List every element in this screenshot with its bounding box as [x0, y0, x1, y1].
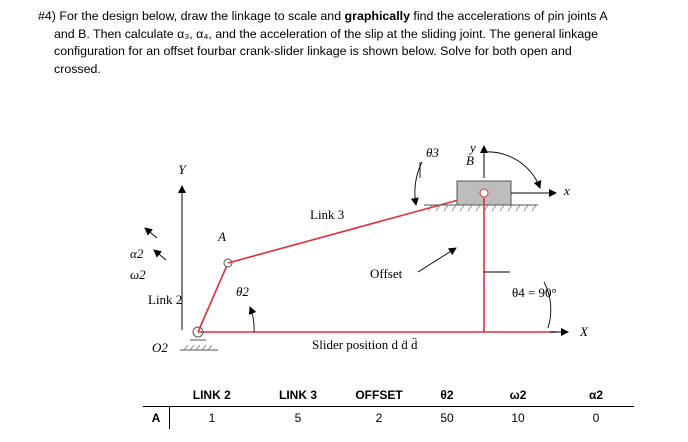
theta2-arc: [250, 307, 254, 332]
pin-a-label: A: [218, 229, 226, 244]
table-header-theta2: θ2: [440, 388, 454, 402]
offset-label: Offset: [370, 266, 403, 281]
table-header-link3: LINK 3: [278, 388, 317, 402]
link-2-label: Link 2: [148, 292, 183, 307]
o2-label: O2: [152, 340, 168, 355]
problem-line-4: crossed.: [54, 61, 101, 76]
local-y-label: y: [470, 140, 476, 155]
link-3: [228, 193, 484, 263]
problem-line-2: and B. Then calculate α₃, α₄, and the acceleration of the slip at the sliding joint. The general linkage: [54, 26, 599, 41]
pin-b: [480, 189, 488, 197]
omega2-arrow: [154, 250, 166, 260]
link-3-label: Link 3: [310, 207, 345, 222]
table-header-offset: OFFSET: [355, 388, 403, 402]
alpha2-label: α2: [130, 246, 144, 261]
table-header-alpha2: α2: [588, 388, 604, 402]
problem-text-bold: graphically: [344, 9, 410, 23]
alpha2-arrow: [145, 228, 157, 238]
link-2: [198, 263, 228, 332]
table-header-row: [143, 384, 634, 407]
theta3-arc: [415, 162, 422, 205]
global-y-label: Y: [178, 162, 186, 177]
rail-hatching: [428, 205, 536, 211]
table-header-blank: [143, 384, 170, 407]
table-cell-link3: 5: [254, 407, 342, 430]
pin-b-label: B: [466, 153, 474, 168]
table-row: [143, 407, 634, 430]
local-x-label: x: [564, 183, 570, 198]
problem-text-1a: For the design below, draw the linkage to scale and: [59, 9, 345, 23]
problem-line-3: configuration for an offset fourbar crank-slider linkage is shown below. Solve for both open and: [54, 44, 572, 59]
theta4-label: θ4 = 90°: [512, 285, 557, 300]
global-x-label: X: [580, 324, 588, 339]
table-cell-link2: 1: [170, 407, 255, 430]
omega2-label: ω2: [130, 267, 146, 282]
theta3-label: θ3: [426, 145, 439, 160]
table-header-link2: LINK 2: [192, 388, 231, 402]
table-cell-alpha2: 0: [558, 407, 634, 430]
slider-position-label: Slider position d ḋ d̈: [312, 337, 418, 352]
problem-number: #4): [38, 9, 56, 23]
table-cell-row-label: A: [143, 407, 170, 430]
table-header-omega2: ω2: [509, 388, 527, 402]
parameter-table: [143, 384, 634, 429]
offset-arrow: [418, 248, 456, 272]
table-cell-theta2: 50: [416, 407, 478, 430]
table-cell-omega2: 10: [478, 407, 558, 430]
problem-text-1b: find the accelerations of pin joints A: [409, 9, 608, 23]
theta2-label: θ2: [236, 284, 249, 299]
table-cell-offset: 2: [342, 407, 416, 430]
